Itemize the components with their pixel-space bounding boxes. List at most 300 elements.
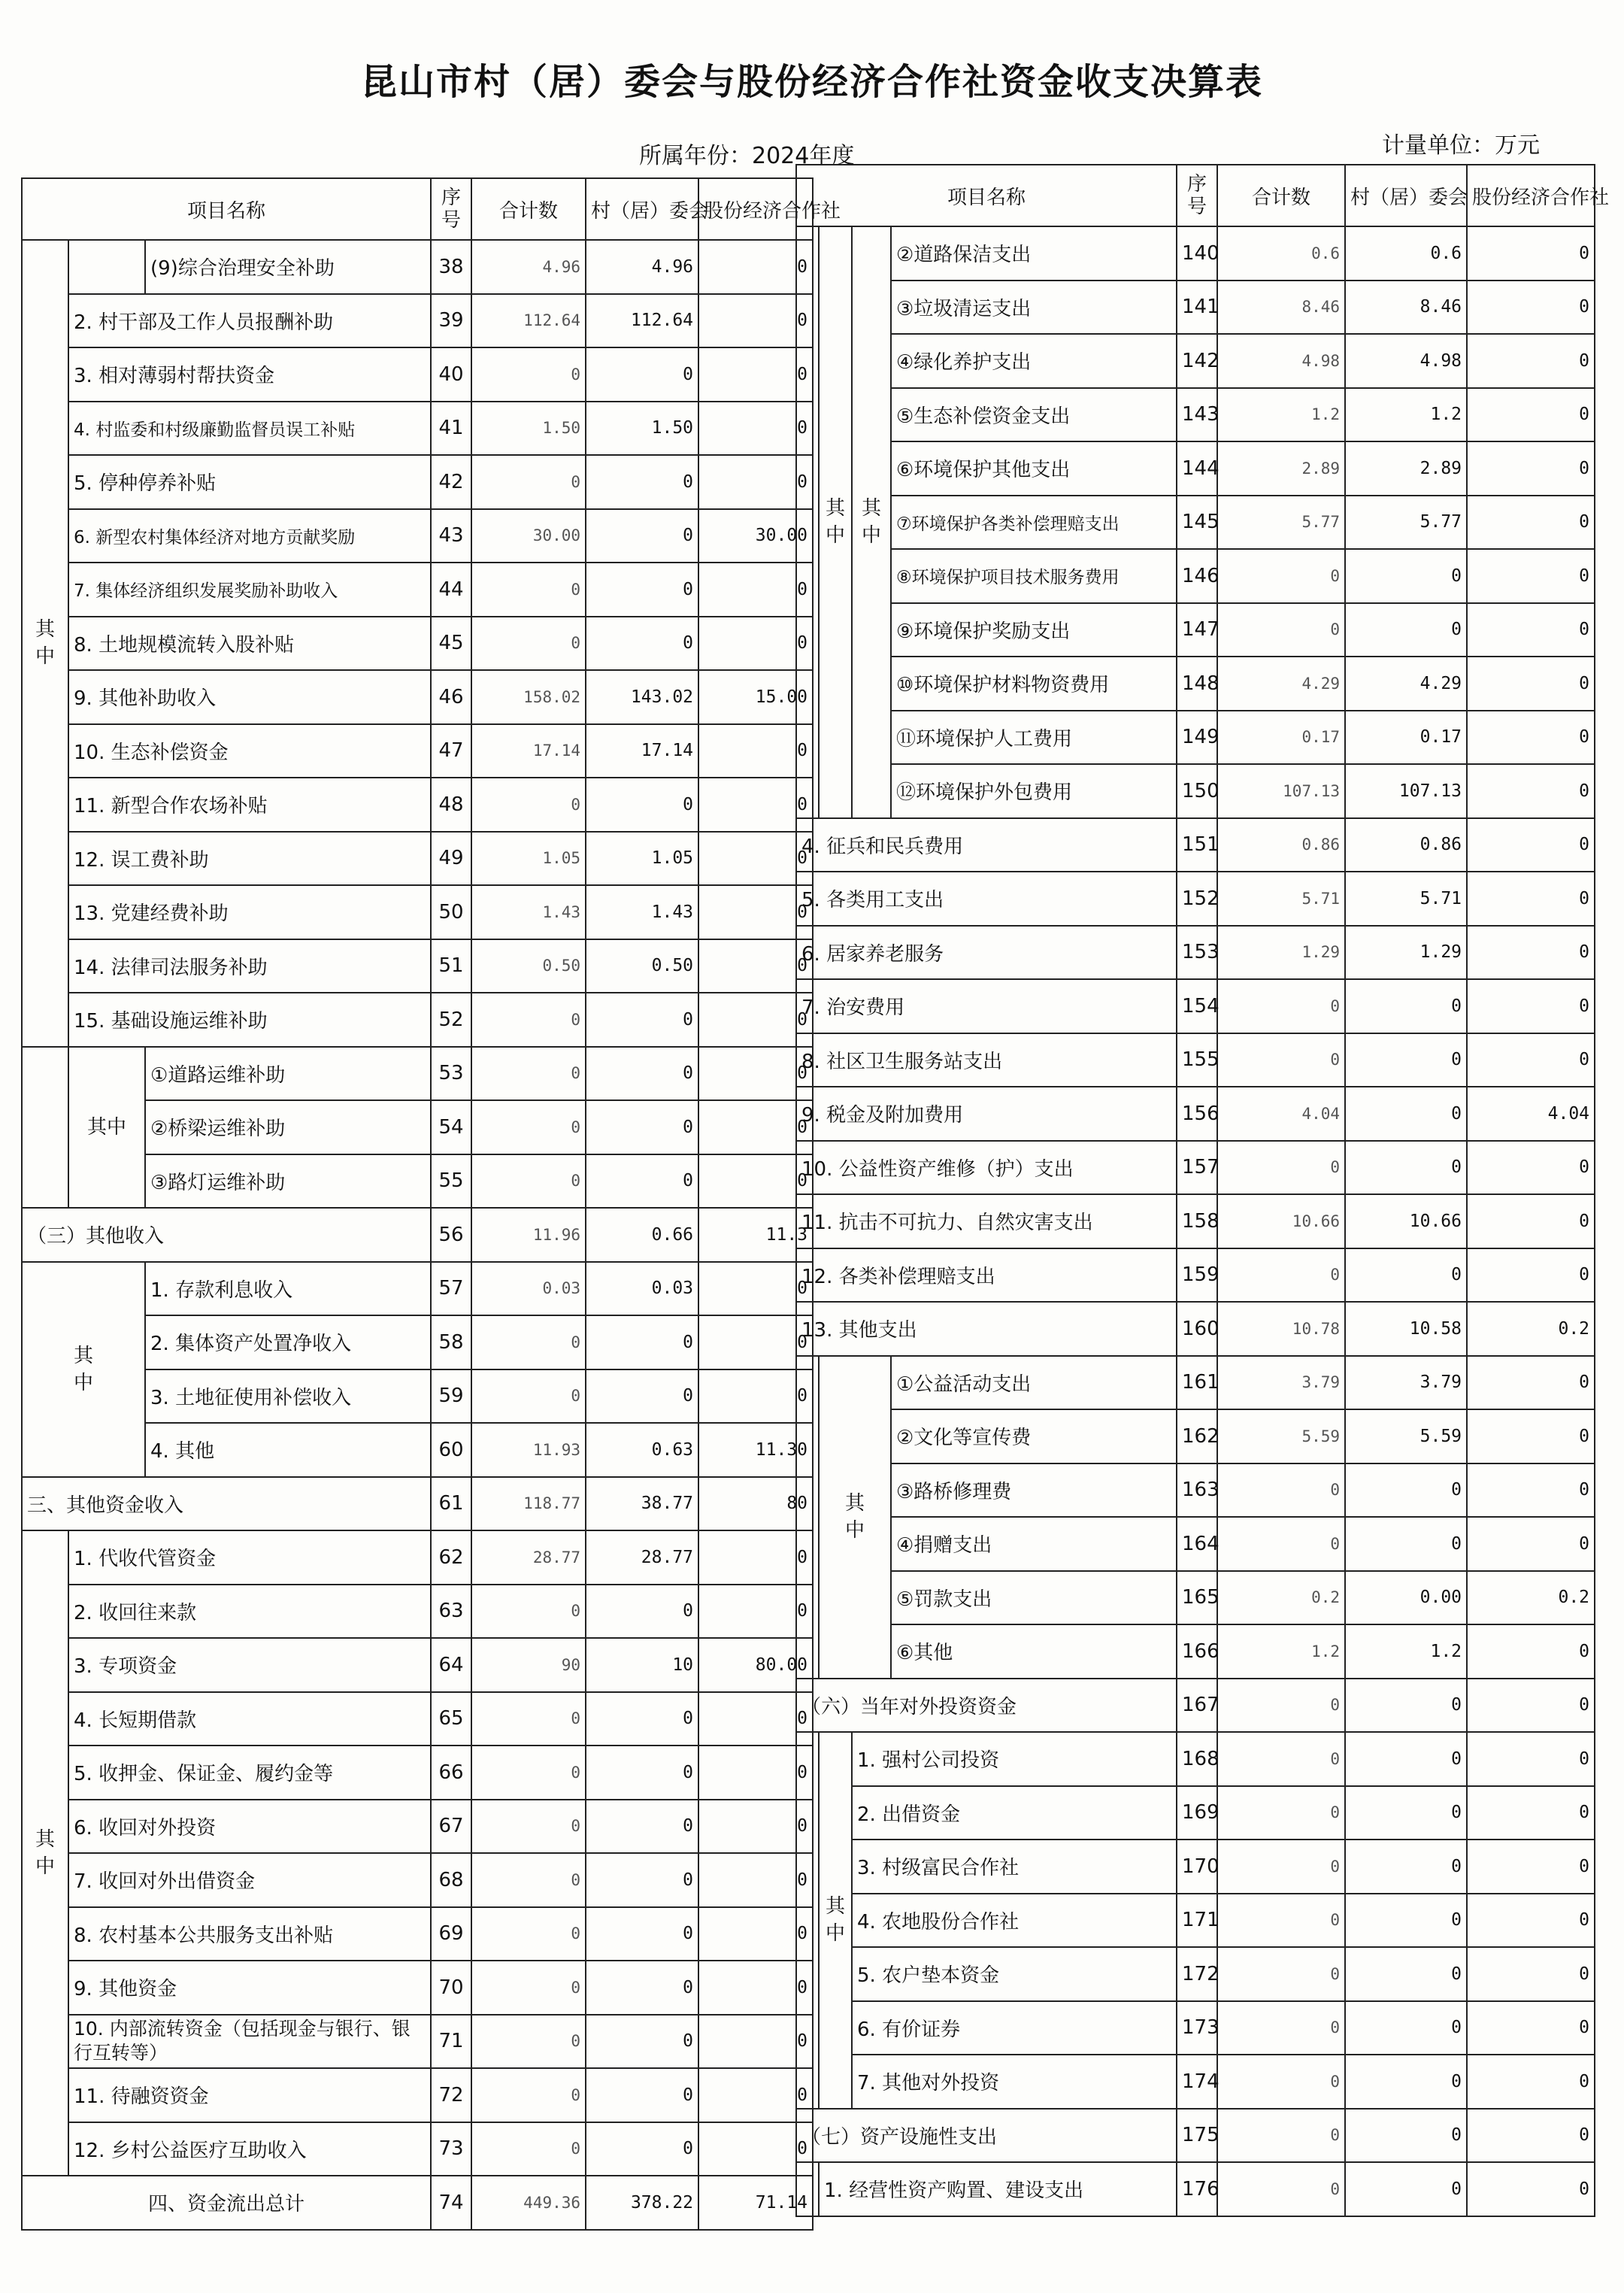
row-total: 4.04 xyxy=(1217,1087,1345,1141)
table-row xyxy=(796,388,1595,442)
row-village: 0 xyxy=(586,1100,698,1154)
row-name: ②道路保洁支出 xyxy=(891,226,1177,281)
table-row xyxy=(22,1530,813,1585)
row-village: 0 xyxy=(586,347,698,402)
left-header-row xyxy=(22,178,813,240)
row-seq: 160 xyxy=(1177,1302,1217,1356)
table-row xyxy=(22,1047,813,1101)
row-seq: 148 xyxy=(1177,657,1217,711)
row-name: 9. 其他资金 xyxy=(68,1961,431,2015)
row-seq: 165 xyxy=(1177,1571,1217,1625)
row-coop: 0 xyxy=(1467,926,1595,980)
row-coop: 0.2 xyxy=(1467,1571,1595,1625)
row-seq: 63 xyxy=(431,1585,471,1639)
row-village: 3.79 xyxy=(1345,1356,1467,1410)
row-name: ⑧环境保护项目技术服务费用 xyxy=(891,549,1177,603)
row-coop: 15.00 xyxy=(698,670,813,724)
row-name: 1. 强村公司投资 xyxy=(852,1732,1177,1786)
row-total: 0.2 xyxy=(1217,1571,1345,1625)
row-name: 4. 长短期借款 xyxy=(68,1692,431,1746)
row-village: 0 xyxy=(1345,2001,1467,2055)
row-village: 112.64 xyxy=(586,294,698,348)
header-total: 合计数 xyxy=(1217,165,1345,226)
row-village: 0.6 xyxy=(1345,226,1467,281)
row-total: 4.96 xyxy=(471,240,586,294)
row-village: 1.43 xyxy=(586,885,698,939)
row-village: 0 xyxy=(1345,1248,1467,1303)
row-village: 10 xyxy=(586,1638,698,1692)
row-total: 30.00 xyxy=(471,509,586,563)
row-coop: 0 xyxy=(1467,1732,1595,1786)
row-total: 0 xyxy=(1217,979,1345,1033)
row-name: 7. 收回对外出借资金 xyxy=(68,1853,431,1907)
row-seq: 152 xyxy=(1177,872,1217,926)
row-seq: 74 xyxy=(431,2176,471,2230)
row-seq: 67 xyxy=(431,1800,471,1854)
row-village: 4.96 xyxy=(586,240,698,294)
row-seq: 145 xyxy=(1177,496,1217,550)
row-village: 2.89 xyxy=(1345,441,1467,496)
row-coop: 80.00 xyxy=(698,1638,813,1692)
table-row xyxy=(796,1356,1595,1410)
row-name: 4. 征兵和民兵费用 xyxy=(796,818,1177,872)
row-name: 12. 乡村公益医疗互助收入 xyxy=(68,2122,431,2176)
row-village: 0 xyxy=(586,1961,698,2015)
group-label-qizhong: 其中 xyxy=(68,1047,145,1209)
table-row xyxy=(796,2055,1595,2109)
row-coop: 0 xyxy=(698,1530,813,1585)
table-row xyxy=(796,1517,1595,1571)
row-coop: 4.04 xyxy=(1467,1087,1595,1141)
header-name: 项目名称 xyxy=(796,165,1177,226)
row-total: 0 xyxy=(471,993,586,1047)
row-seq: 143 xyxy=(1177,388,1217,442)
row-seq: 167 xyxy=(1177,1679,1217,1733)
row-coop: 30.00 xyxy=(698,509,813,563)
row-coop: 0 xyxy=(1467,281,1595,335)
row-coop: 0 xyxy=(698,778,813,832)
row-seq: 69 xyxy=(431,1907,471,1961)
row-coop: 0 xyxy=(1467,1894,1595,1948)
row-coop: 0 xyxy=(1467,226,1595,281)
table-row xyxy=(22,240,813,294)
group-label-qizhong: 其 中 xyxy=(819,226,852,818)
row-village: 107.13 xyxy=(1345,764,1467,818)
row-coop: 0 xyxy=(698,1961,813,2015)
row-total: 90 xyxy=(471,1638,586,1692)
row-total: 0 xyxy=(1217,2162,1345,2216)
row-total: 11.93 xyxy=(471,1423,586,1477)
row-total: 0 xyxy=(1217,1033,1345,1087)
row-total: 0 xyxy=(1217,1141,1345,1195)
row-total: 0 xyxy=(471,617,586,671)
group-label-qizhong: 其 中 xyxy=(22,1262,145,1477)
row-name: ①道路运维补助 xyxy=(145,1047,431,1101)
row-village: 4.29 xyxy=(1345,657,1467,711)
row-total: 5.59 xyxy=(1217,1409,1345,1463)
row-total: 0 xyxy=(471,1369,586,1424)
row-coop: 0 xyxy=(1467,496,1595,550)
row-name: 四、资金流出总计 xyxy=(22,2176,431,2230)
header-name: 项目名称 xyxy=(22,178,431,240)
row-coop: 0 xyxy=(698,617,813,671)
row-name: 15. 基础设施运维补助 xyxy=(68,993,431,1047)
row-coop: 0 xyxy=(698,1585,813,1639)
row-coop: 0 xyxy=(698,1907,813,1961)
row-name: 6. 居家养老服务 xyxy=(796,926,1177,980)
table-row xyxy=(796,711,1595,765)
row-village: 0 xyxy=(586,993,698,1047)
row-village: 0 xyxy=(586,2015,698,2069)
row-seq: 163 xyxy=(1177,1463,1217,1518)
row-name: 3. 土地征使用补偿收入 xyxy=(145,1369,431,1424)
table-row xyxy=(796,1033,1595,1087)
row-name: 9. 其他补助收入 xyxy=(68,670,431,724)
row-village: 5.59 xyxy=(1345,1409,1467,1463)
row-coop: 0 xyxy=(1467,1463,1595,1518)
row-village: 0.00 xyxy=(1345,1571,1467,1625)
row-village: 0 xyxy=(586,1800,698,1854)
row-coop: 11.3 xyxy=(698,1208,813,1262)
row-name: ⑤罚款支出 xyxy=(891,1571,1177,1625)
table-row xyxy=(22,1692,813,1746)
row-seq: 172 xyxy=(1177,1947,1217,2001)
row-coop: 0 xyxy=(1467,1194,1595,1248)
row-name: 7. 集体经济组织发展奖励补助收入 xyxy=(68,563,431,617)
row-village: 0 xyxy=(1345,1894,1467,1948)
row-coop: 0 xyxy=(698,2068,813,2122)
row-coop: 0 xyxy=(698,832,813,886)
row-seq: 173 xyxy=(1177,2001,1217,2055)
row-village: 0 xyxy=(586,455,698,509)
row-village: 0 xyxy=(586,1907,698,1961)
row-name: 4. 农地股份合作社 xyxy=(852,1894,1177,1948)
row-village: 0 xyxy=(1345,1786,1467,1840)
row-village: 0 xyxy=(586,778,698,832)
row-coop: 0 xyxy=(698,724,813,778)
row-name: 3. 专项资金 xyxy=(68,1638,431,1692)
group-label-qizhong: 其 中 xyxy=(22,1530,68,2176)
row-name: 4. 村监委和村级廉勤监督员误工补贴 xyxy=(68,402,431,456)
row-name: 1. 存款利息收入 xyxy=(145,1262,431,1316)
row-coop: 0 xyxy=(1467,872,1595,926)
row-village: 0 xyxy=(1345,1947,1467,2001)
row-seq: 50 xyxy=(431,885,471,939)
table-row xyxy=(22,1853,813,1907)
row-name: 5. 农户垫本资金 xyxy=(852,1947,1177,2001)
row-total: 1.2 xyxy=(1217,1624,1345,1679)
row-total: 0 xyxy=(471,1585,586,1639)
row-total: 0 xyxy=(1217,2055,1345,2109)
blank-cell xyxy=(796,2162,819,2216)
row-village: 0 xyxy=(1345,1732,1467,1786)
row-coop: 0 xyxy=(1467,1356,1595,1410)
row-name: ⑤生态补偿资金支出 xyxy=(891,388,1177,442)
row-village: 1.50 xyxy=(586,402,698,456)
row-coop: 0 xyxy=(698,402,813,456)
row-seq: 41 xyxy=(431,402,471,456)
table-row xyxy=(22,1746,813,1800)
row-total: 0 xyxy=(471,1907,586,1961)
table-row xyxy=(796,226,1595,281)
row-total: 11.96 xyxy=(471,1208,586,1262)
row-name: ③路桥修理费 xyxy=(891,1463,1177,1518)
row-total: 5.71 xyxy=(1217,872,1345,926)
row-coop: 0 xyxy=(698,563,813,617)
group-label-qizhong: 其 中 xyxy=(22,240,68,1047)
row-name: ⑥其他 xyxy=(891,1624,1177,1679)
row-name: ⑦环境保护各类补偿理赔支出 xyxy=(891,496,1177,550)
table-row xyxy=(796,1947,1595,2001)
row-total: 1.43 xyxy=(471,885,586,939)
row-seq: 56 xyxy=(431,1208,471,1262)
table-row xyxy=(796,549,1595,603)
row-village: 8.46 xyxy=(1345,281,1467,335)
row-village: 0 xyxy=(586,1692,698,1746)
row-coop: 0 xyxy=(698,455,813,509)
row-name: （七）资产设施性支出 xyxy=(796,2109,1177,2163)
row-village: 1.2 xyxy=(1345,1624,1467,1679)
row-coop: 0 xyxy=(698,1800,813,1854)
row-total: 112.64 xyxy=(471,294,586,348)
row-coop: 0 xyxy=(1467,388,1595,442)
row-coop: 0 xyxy=(1467,1840,1595,1894)
row-name: ③路灯运维补助 xyxy=(145,1154,431,1209)
row-seq: 70 xyxy=(431,1961,471,2015)
row-name: 4. 其他 xyxy=(145,1423,431,1477)
row-total: 0 xyxy=(471,1800,586,1854)
table-row xyxy=(22,2122,813,2176)
row-total: 1.29 xyxy=(1217,926,1345,980)
row-seq: 68 xyxy=(431,1853,471,1907)
header-village: 村（居）委会 xyxy=(586,178,698,240)
row-name: 8. 农村基本公共服务支出补贴 xyxy=(68,1907,431,1961)
table-row xyxy=(796,1409,1595,1463)
row-name: （六）当年对外投资资金 xyxy=(796,1679,1177,1733)
table-row xyxy=(22,294,813,348)
row-name: 2. 村干部及工作人员报酬补助 xyxy=(68,294,431,348)
row-seq: 42 xyxy=(431,455,471,509)
table-row xyxy=(796,1732,1595,1786)
row-total: 4.98 xyxy=(1217,334,1345,388)
row-coop: 0 xyxy=(698,993,813,1047)
row-seq: 175 xyxy=(1177,2109,1217,2163)
row-total: 0.17 xyxy=(1217,711,1345,765)
row-name: 14. 法律司法服务补助 xyxy=(68,939,431,993)
row-coop: 0 xyxy=(1467,764,1595,818)
table-row xyxy=(22,1477,813,1531)
page-title: 昆山市村（居）委会与股份经济合作社资金收支决算表 xyxy=(360,61,1263,103)
row-seq: 162 xyxy=(1177,1409,1217,1463)
row-total: 107.13 xyxy=(1217,764,1345,818)
row-seq: 150 xyxy=(1177,764,1217,818)
row-village: 0 xyxy=(586,2068,698,2122)
row-total: 0.86 xyxy=(1217,818,1345,872)
table-row xyxy=(796,441,1595,496)
row-name: 2. 集体资产处置净收入 xyxy=(145,1315,431,1369)
row-seq: 174 xyxy=(1177,2055,1217,2109)
row-village: 0 xyxy=(1345,1463,1467,1518)
row-name: 12. 误工费补助 xyxy=(68,832,431,886)
table-row xyxy=(22,724,813,778)
row-name: ①公益活动支出 xyxy=(891,1356,1177,1410)
row-name: 10. 生态补偿资金 xyxy=(68,724,431,778)
table-row xyxy=(22,455,813,509)
row-seq: 51 xyxy=(431,939,471,993)
row-village: 0 xyxy=(1345,1840,1467,1894)
row-name: 5. 停种停养补贴 xyxy=(68,455,431,509)
row-name: 8. 社区卫生服务站支出 xyxy=(796,1033,1177,1087)
table-row xyxy=(22,939,813,993)
row-village: 0 xyxy=(586,563,698,617)
header-seq: 序号 xyxy=(1177,165,1217,226)
table-row xyxy=(796,926,1595,980)
row-coop: 0 xyxy=(698,1154,813,1209)
table-row xyxy=(22,1585,813,1639)
table-row xyxy=(22,563,813,617)
row-coop: 80 xyxy=(698,1477,813,1531)
table-row xyxy=(22,993,813,1047)
row-seq: 65 xyxy=(431,1692,471,1746)
row-total: 0 xyxy=(1217,1894,1345,1948)
row-seq: 144 xyxy=(1177,441,1217,496)
row-total: 4.29 xyxy=(1217,657,1345,711)
row-coop: 0 xyxy=(698,1853,813,1907)
row-name: 2. 收回往来款 xyxy=(68,1585,431,1639)
row-name: 13. 党建经费补助 xyxy=(68,885,431,939)
header-coop: 股份经济合作社 xyxy=(698,178,813,240)
row-seq: 161 xyxy=(1177,1356,1217,1410)
row-total: 0 xyxy=(471,2122,586,2176)
row-total: 0 xyxy=(471,1154,586,1209)
row-village: 4.98 xyxy=(1345,334,1467,388)
row-seq: 54 xyxy=(431,1100,471,1154)
row-total: 0 xyxy=(1217,1679,1345,1733)
row-total: 449.36 xyxy=(471,2176,586,2230)
row-total: 0 xyxy=(1217,1947,1345,2001)
table-row xyxy=(22,347,813,402)
row-village: 0.86 xyxy=(1345,818,1467,872)
row-total: 0.6 xyxy=(1217,226,1345,281)
row-village: 0 xyxy=(1345,2055,1467,2109)
right-header-row xyxy=(796,165,1595,226)
row-coop: 0 xyxy=(1467,1141,1595,1195)
row-seq: 49 xyxy=(431,832,471,886)
table-row xyxy=(22,1262,813,1316)
table-row xyxy=(796,979,1595,1033)
row-coop: 0 xyxy=(698,939,813,993)
header-total: 合计数 xyxy=(471,178,586,240)
left-table xyxy=(21,177,841,2231)
row-name: 1. 经营性资产购置、建设支出 xyxy=(819,2162,1177,2216)
table-row xyxy=(796,1302,1595,1356)
row-seq: 39 xyxy=(431,294,471,348)
table-row xyxy=(796,1840,1595,1894)
row-seq: 153 xyxy=(1177,926,1217,980)
table-row xyxy=(796,603,1595,657)
row-name: ③垃圾清运支出 xyxy=(891,281,1177,335)
row-total: 8.46 xyxy=(1217,281,1345,335)
row-seq: 155 xyxy=(1177,1033,1217,1087)
row-seq: 166 xyxy=(1177,1624,1217,1679)
blank-cell xyxy=(796,1732,819,2109)
row-coop: 0 xyxy=(698,294,813,348)
row-total: 2.89 xyxy=(1217,441,1345,496)
row-village: 1.05 xyxy=(586,832,698,886)
row-name: ⑨环境保护奖励支出 xyxy=(891,603,1177,657)
row-name: 11. 新型合作农场补贴 xyxy=(68,778,431,832)
row-name: 2. 出借资金 xyxy=(852,1786,1177,1840)
row-total: 0 xyxy=(1217,1463,1345,1518)
row-village: 0 xyxy=(586,1853,698,1907)
row-coop: 0 xyxy=(698,1100,813,1154)
row-name: 11. 待融资资金 xyxy=(68,2068,431,2122)
table-row xyxy=(22,617,813,671)
row-seq: 154 xyxy=(1177,979,1217,1033)
unit-label: 计量单位：万元 xyxy=(1382,132,1540,159)
table-row xyxy=(796,1894,1595,1948)
row-village: 0.03 xyxy=(586,1262,698,1316)
table-row xyxy=(796,496,1595,550)
row-coop: 0 xyxy=(698,1369,813,1424)
row-village: 0 xyxy=(586,1746,698,1800)
blank-cell xyxy=(796,1356,819,1679)
row-village: 0.63 xyxy=(586,1423,698,1477)
row-coop: 0 xyxy=(1467,603,1595,657)
row-coop: 0 xyxy=(1467,441,1595,496)
row-seq: 142 xyxy=(1177,334,1217,388)
row-name: （三）其他收入 xyxy=(22,1208,431,1262)
table-row xyxy=(22,509,813,563)
table-row xyxy=(22,1907,813,1961)
row-coop: 0 xyxy=(698,2122,813,2176)
row-total: 0 xyxy=(471,1853,586,1907)
row-coop: 0 xyxy=(1467,1248,1595,1303)
row-total: 0 xyxy=(471,2068,586,2122)
row-village: 0 xyxy=(586,1585,698,1639)
table-row xyxy=(796,1248,1595,1303)
row-seq: 158 xyxy=(1177,1194,1217,1248)
row-seq: 48 xyxy=(431,778,471,832)
row-seq: 72 xyxy=(431,2068,471,2122)
row-seq: 170 xyxy=(1177,1840,1217,1894)
row-total: 0.03 xyxy=(471,1262,586,1316)
group-label-qizhong: 其 中 xyxy=(852,226,891,818)
row-name: ②桥梁运维补助 xyxy=(145,1100,431,1154)
row-village: 0 xyxy=(1345,1141,1467,1195)
row-seq: 64 xyxy=(431,1638,471,1692)
row-seq: 47 xyxy=(431,724,471,778)
row-seq: 151 xyxy=(1177,818,1217,872)
row-seq: 140 xyxy=(1177,226,1217,281)
table-row xyxy=(796,657,1595,711)
row-seq: 45 xyxy=(431,617,471,671)
row-total: 0 xyxy=(471,1100,586,1154)
row-total: 0 xyxy=(471,1315,586,1369)
row-village: 0.50 xyxy=(586,939,698,993)
row-coop: 0 xyxy=(1467,1786,1595,1840)
right-table xyxy=(795,164,1610,2217)
row-coop: 0.2 xyxy=(1467,1302,1595,1356)
row-total: 0 xyxy=(471,563,586,617)
table-row xyxy=(796,1463,1595,1518)
row-coop: 0 xyxy=(698,1692,813,1746)
row-village: 0.17 xyxy=(1345,711,1467,765)
row-village: 0 xyxy=(586,1154,698,1209)
row-seq: 169 xyxy=(1177,1786,1217,1840)
row-village: 0 xyxy=(586,2122,698,2176)
row-total: 3.79 xyxy=(1217,1356,1345,1410)
